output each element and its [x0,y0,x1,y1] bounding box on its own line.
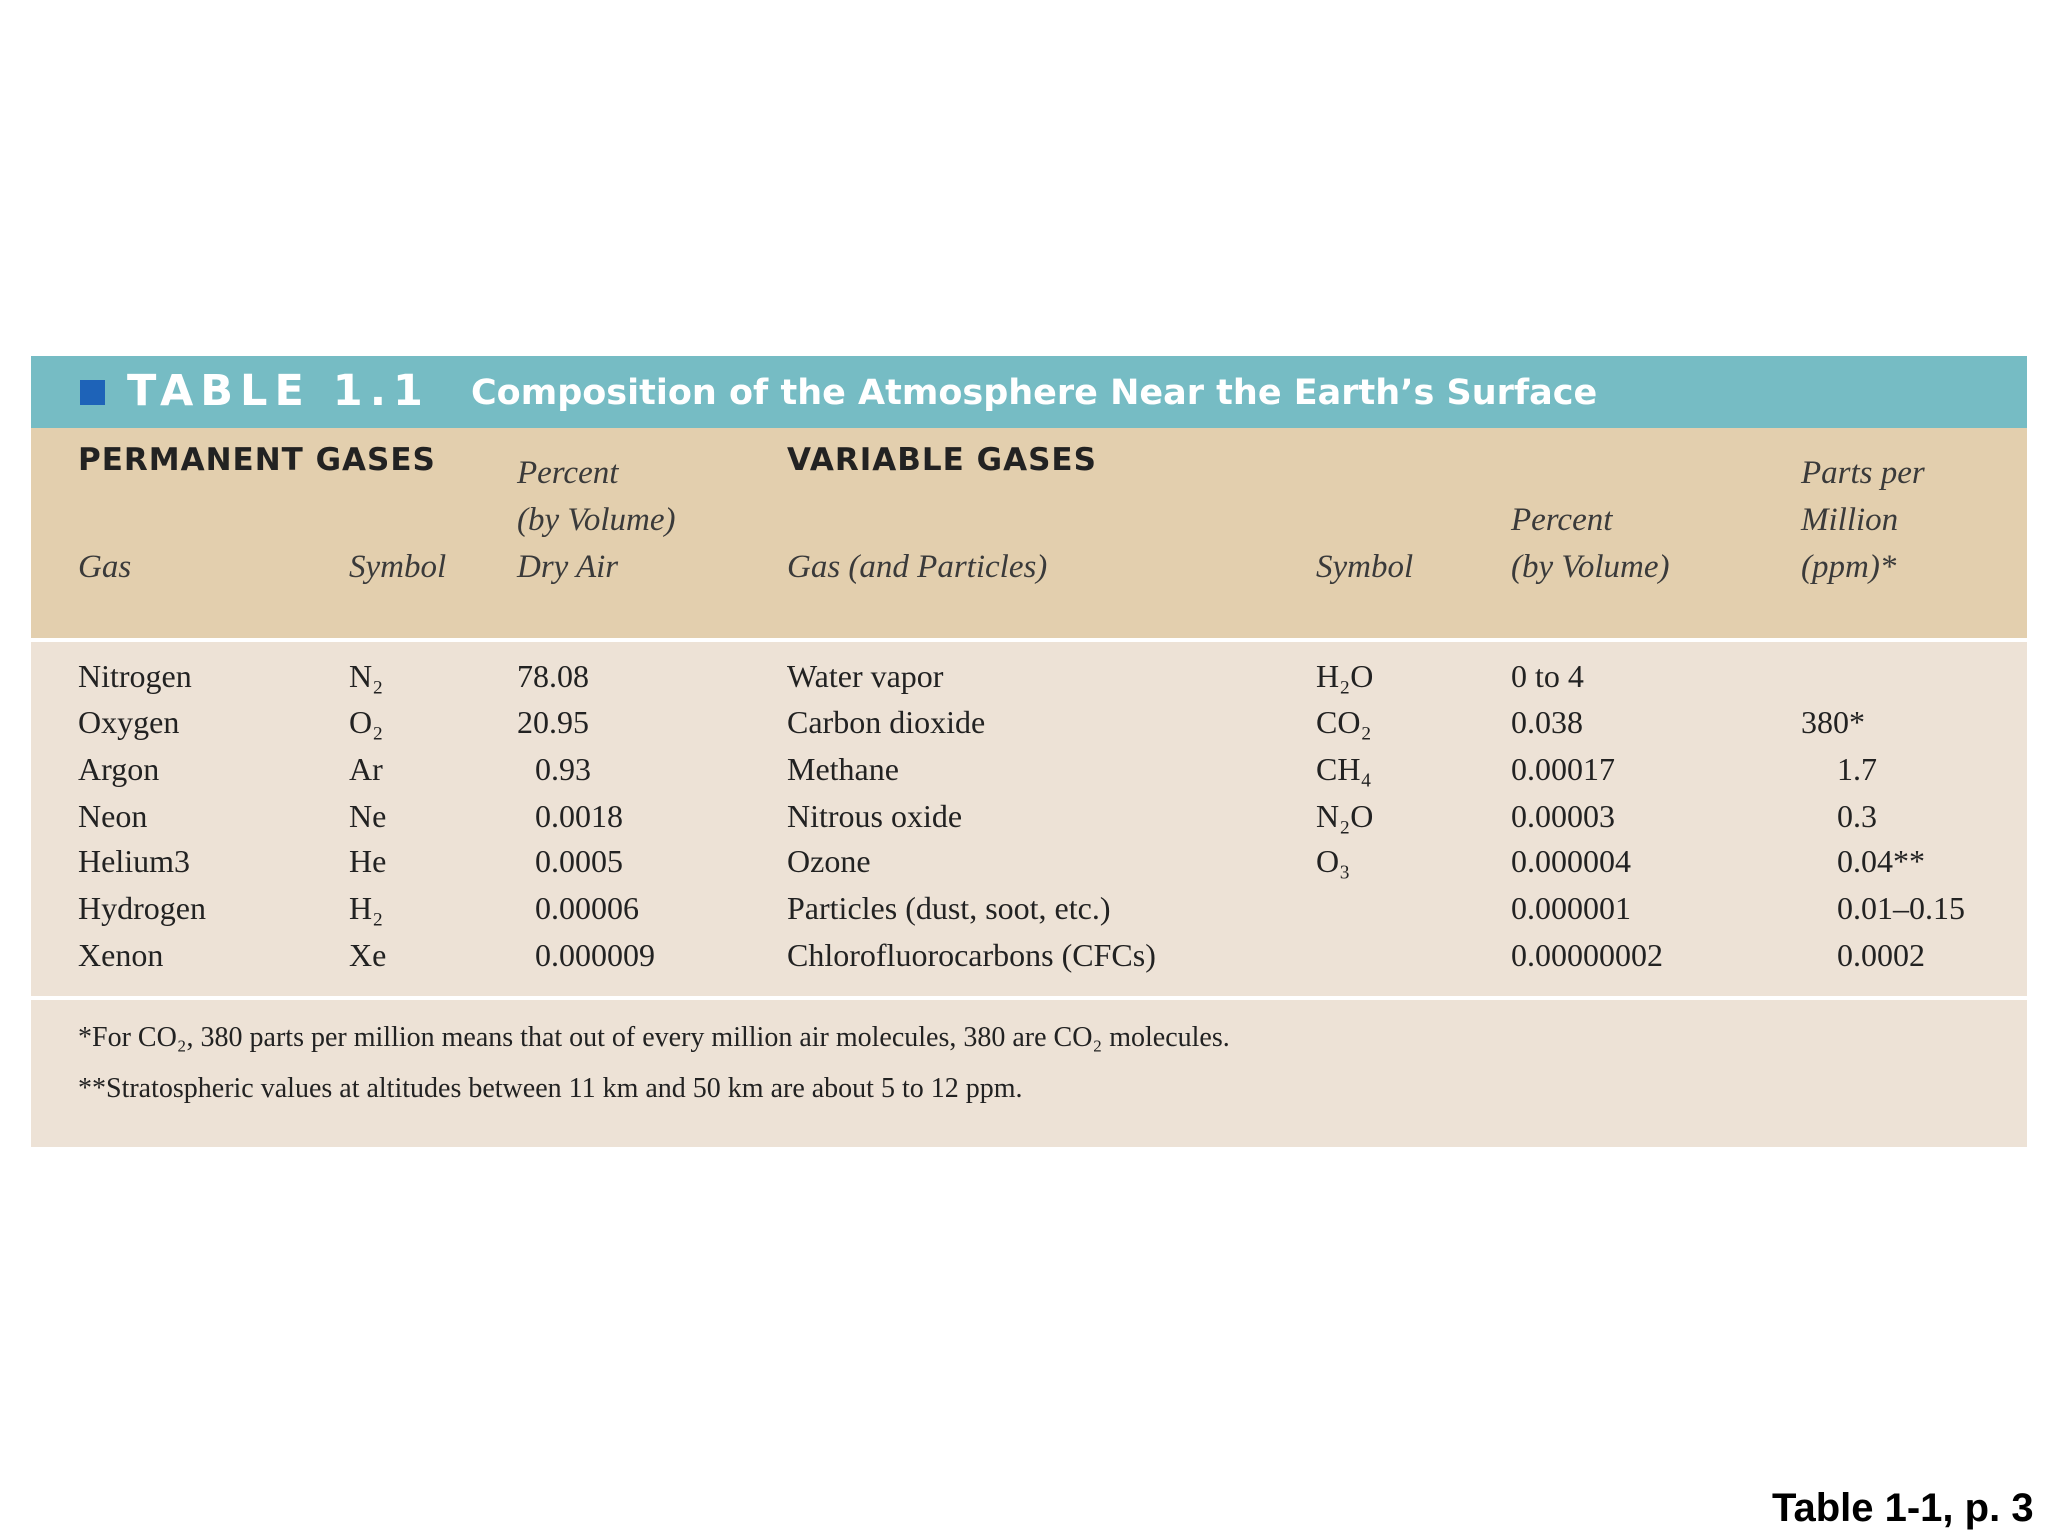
table-title-bar [31,356,2027,428]
variable-gas-name: Water vapor [787,658,944,694]
permanent-gas-name: Oxygen [78,704,180,740]
variable-gas-percent: 0.00003 [1511,798,1615,834]
col-header-symbol: Symbol [349,549,447,585]
permanent-gas-percent: 0.0005 [535,843,623,879]
footnote: *For CO₂, 380 parts per million means that out of every million air molecules, 380 are CO₂ molecules. [78,1022,1230,1053]
variable-gas-symbol: O₃ [1316,843,1351,879]
variable-gas-name: Ozone [787,843,871,879]
permanent-gases-title: PERMANENT GASES [78,442,436,478]
permanent-gas-percent: 78.08 [517,658,589,694]
variable-gas-symbol: CO₂ [1316,704,1372,740]
table-label: TABLE 1.1 [127,366,430,416]
variable-gas-ppm: 1.7 [1837,751,1877,787]
col-header-gas: Gas [78,549,132,585]
permanent-gas-symbol: Ar [349,751,383,787]
variable-gas-percent: 0.000004 [1511,843,1631,879]
permanent-gas-name: Neon [78,798,148,834]
variable-gas-name: Nitrous oxide [787,798,963,834]
permanent-gas-symbol: H₂ [349,890,384,926]
footnote: **Stratospheric values at altitudes between 11 km and 50 km are about 5 to 12 ppm. [78,1073,1023,1104]
col-header-variable-symbol: Symbol [1316,549,1414,585]
variable-gases-title: VARIABLE GASES [787,442,1097,478]
permanent-gas-percent: 0.0018 [535,798,623,834]
header-line: Million [1801,502,1899,538]
col-header-variable-gas: Gas (and Particles) [787,549,1048,585]
col-header-ppm [1801,450,1925,591]
permanent-gas-percent: 0.00006 [535,890,639,926]
permanent-gas-name: Nitrogen [78,658,192,694]
permanent-gas-name: Xenon [78,937,164,973]
variable-gas-symbol: CH₄ [1316,751,1372,787]
permanent-gas-symbol: Ne [349,798,387,834]
permanent-gas-percent: 20.95 [517,704,589,740]
variable-gas-name: Carbon dioxide [787,704,986,740]
atmosphere-composition-table [31,356,2027,1147]
variable-gas-percent: 0.00017 [1511,751,1615,787]
permanent-gas-symbol: Xe [349,937,387,973]
permanent-gas-name: Argon [78,751,160,787]
header-line: Percent [1511,502,1613,538]
variable-gas-percent: 0.038 [1511,704,1583,740]
variable-gas-percent: 0.00000002 [1511,937,1663,973]
title-square-icon [80,380,105,405]
permanent-gas-symbol: He [349,843,387,879]
permanent-gas-symbol: N₂ [349,658,384,694]
table-title: Composition of the Atmosphere Near the Earth’s Surface [471,373,1598,413]
header-line: Parts per [1801,455,1925,491]
header-line: (by Volume) [517,502,676,538]
variable-gas-name: Methane [787,751,899,787]
variable-gas-name: Particles (dust, soot, etc.) [787,890,1111,926]
variable-gas-ppm: 0.01–0.15 [1837,890,1965,926]
variable-gas-percent: 0 to 4 [1511,658,1584,694]
variable-gas-percent: 0.000001 [1511,890,1631,926]
permanent-gas-symbol: O₂ [349,704,384,740]
variable-gas-symbol: H₂O [1316,658,1374,694]
permanent-gas-name: Helium3 [78,843,190,879]
header-line: (by Volume) [1511,549,1670,585]
permanent-gas-percent: 0.93 [535,751,591,787]
header-line: (ppm)* [1801,549,1897,585]
variable-gas-ppm: 380* [1801,704,1865,740]
variable-gas-ppm: 0.0002 [1837,937,1925,973]
permanent-gas-percent: 0.000009 [535,937,655,973]
variable-gas-symbol: N₂O [1316,798,1374,834]
page-reference: Table 1-1, p. 3 [1772,1486,2034,1530]
col-header-percent-dry-air [517,450,676,591]
permanent-gas-name: Hydrogen [78,890,206,926]
variable-gas-name: Chlorofluorocarbons (CFCs) [787,937,1156,973]
table-header [31,428,2027,638]
table-body [31,642,2027,996]
variable-gas-ppm: 0.04** [1837,843,1925,879]
header-line: Dry Air [517,549,619,585]
table-footnotes [31,1000,2027,1147]
col-header-variable-percent [1511,497,1670,591]
header-line: Percent [517,455,619,491]
variable-gas-ppm: 0.3 [1837,798,1877,834]
